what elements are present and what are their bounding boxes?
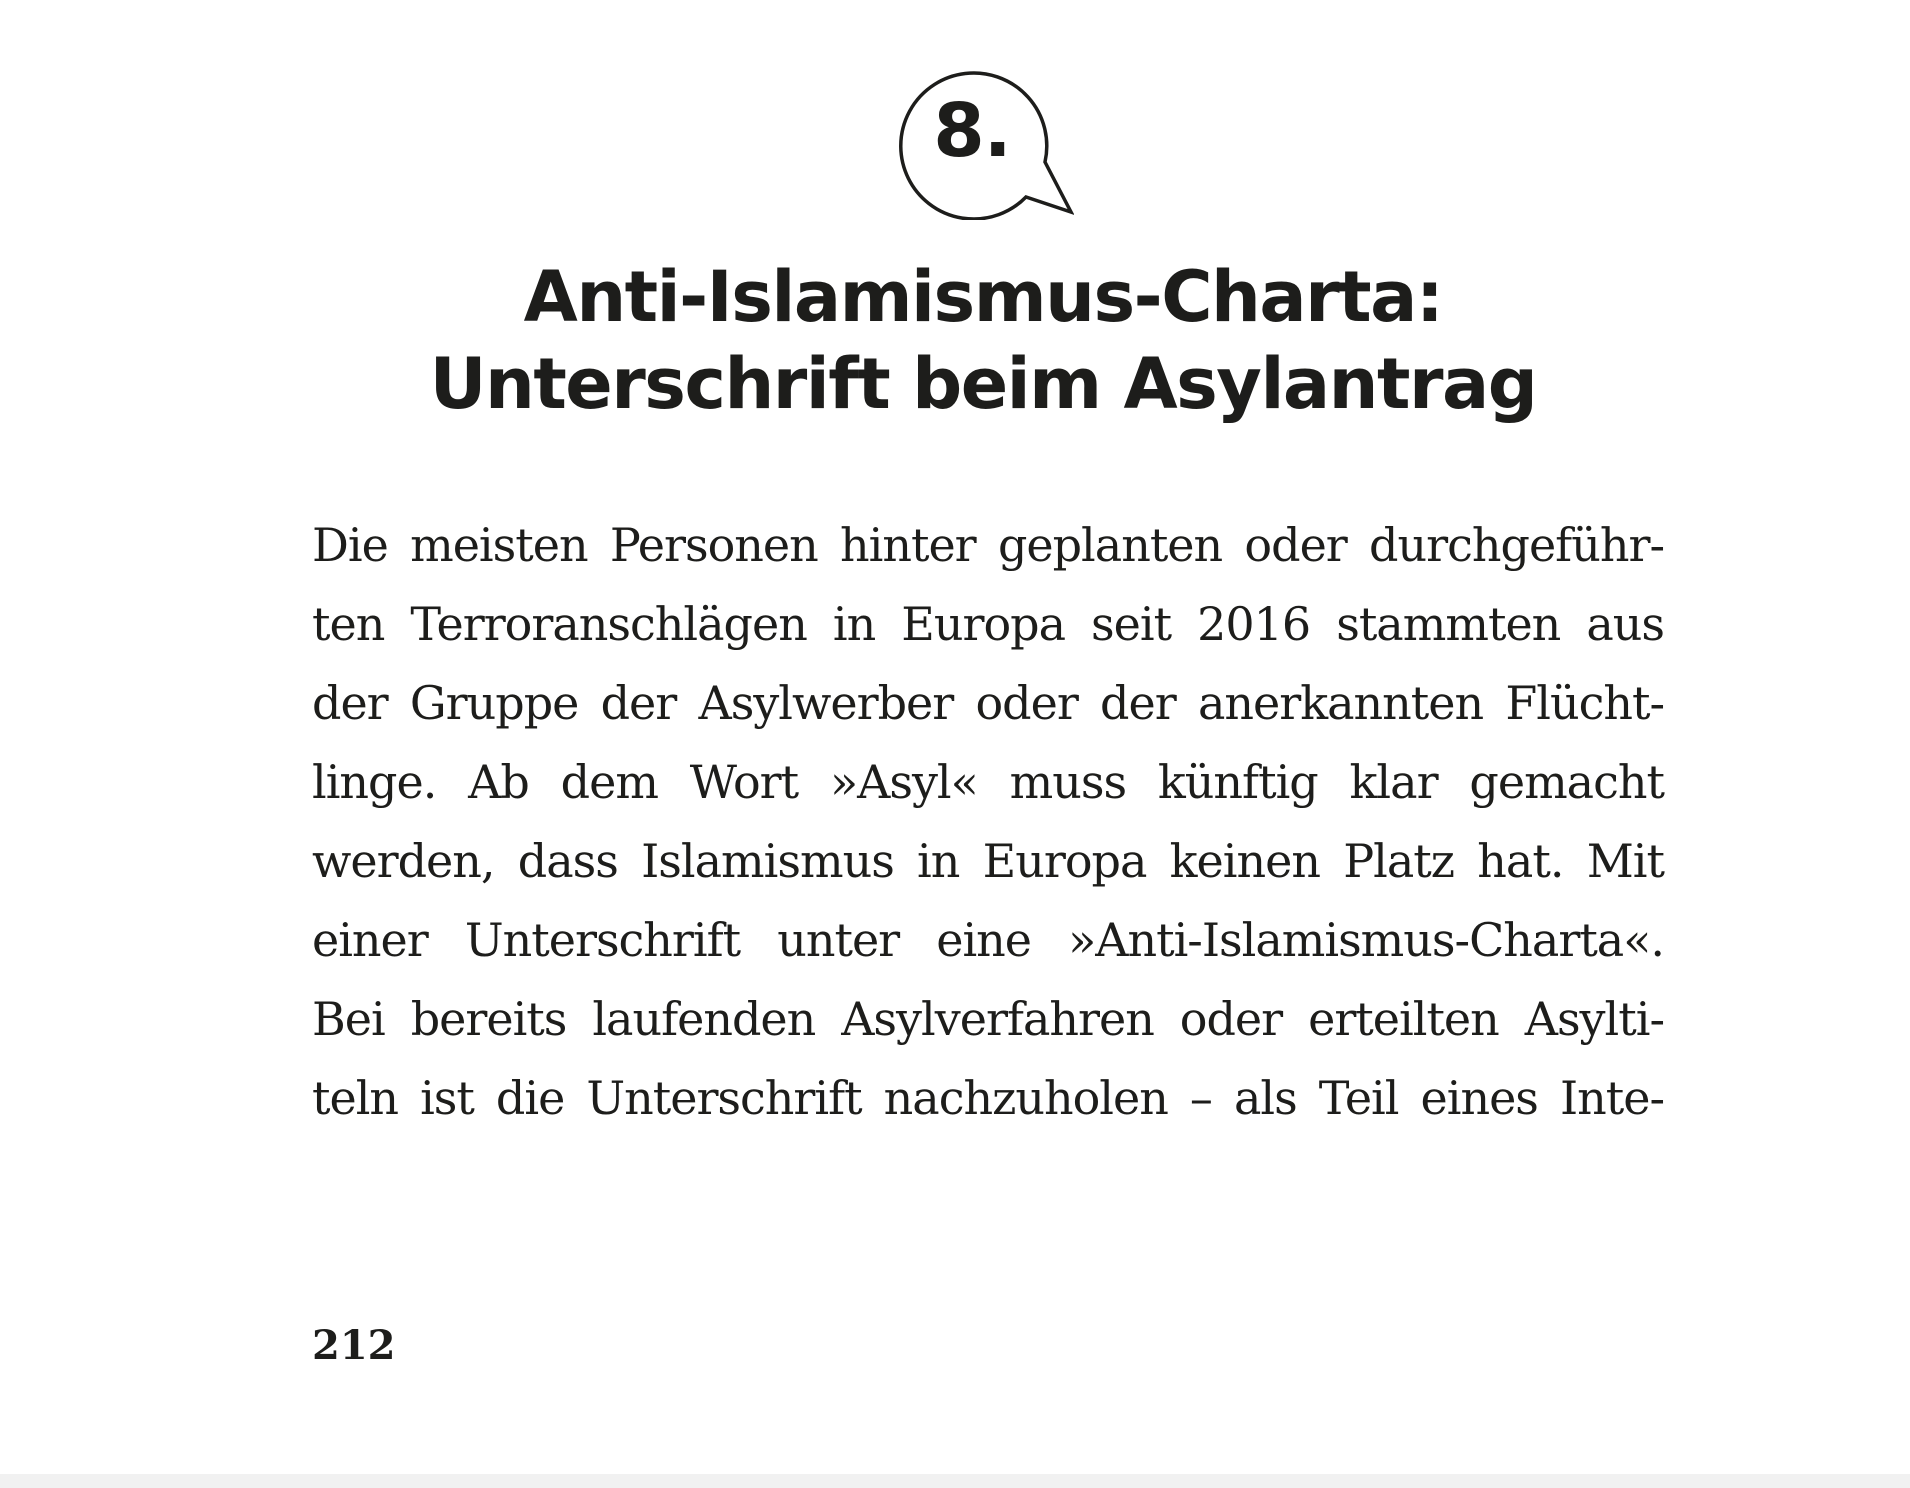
body-paragraph bbox=[312, 506, 1664, 1138]
chapter-title-line-1: Anti-Islamismus-Charta: bbox=[523, 256, 1443, 338]
page-number: 212 bbox=[312, 1322, 396, 1369]
body-line: linge. Ab dem Wort »Asyl« muss künftig klar gemacht bbox=[312, 755, 1664, 809]
speech-bubble-icon bbox=[898, 60, 1074, 220]
body-line: Die meisten Personen hinter geplanten oder durchgeführ- bbox=[312, 518, 1664, 572]
body-line: werden, dass Islamismus in Europa keinen Platz hat. Mit bbox=[312, 834, 1664, 888]
chapter-number: 8. bbox=[933, 88, 1011, 174]
body-line: Bei bereits laufenden Asylverfahren oder erteilten Asylti- bbox=[312, 992, 1664, 1046]
body-line: der Gruppe der Asylwerber oder der anerkannten Flücht- bbox=[312, 676, 1664, 730]
body-line: ten Terroranschlägen in Europa seit 2016 stammten aus bbox=[312, 597, 1664, 651]
body-line: einer Unterschrift unter eine »Anti-Islamismus-Charta«. bbox=[312, 913, 1664, 967]
page-bottom-edge bbox=[0, 1474, 1910, 1488]
chapter-title bbox=[300, 254, 1666, 428]
chapter-title-line-2: Unterschrift beim Asylantrag bbox=[429, 343, 1537, 425]
body-line: teln ist die Unterschrift nachzuholen – als Teil eines Inte- bbox=[312, 1071, 1664, 1125]
